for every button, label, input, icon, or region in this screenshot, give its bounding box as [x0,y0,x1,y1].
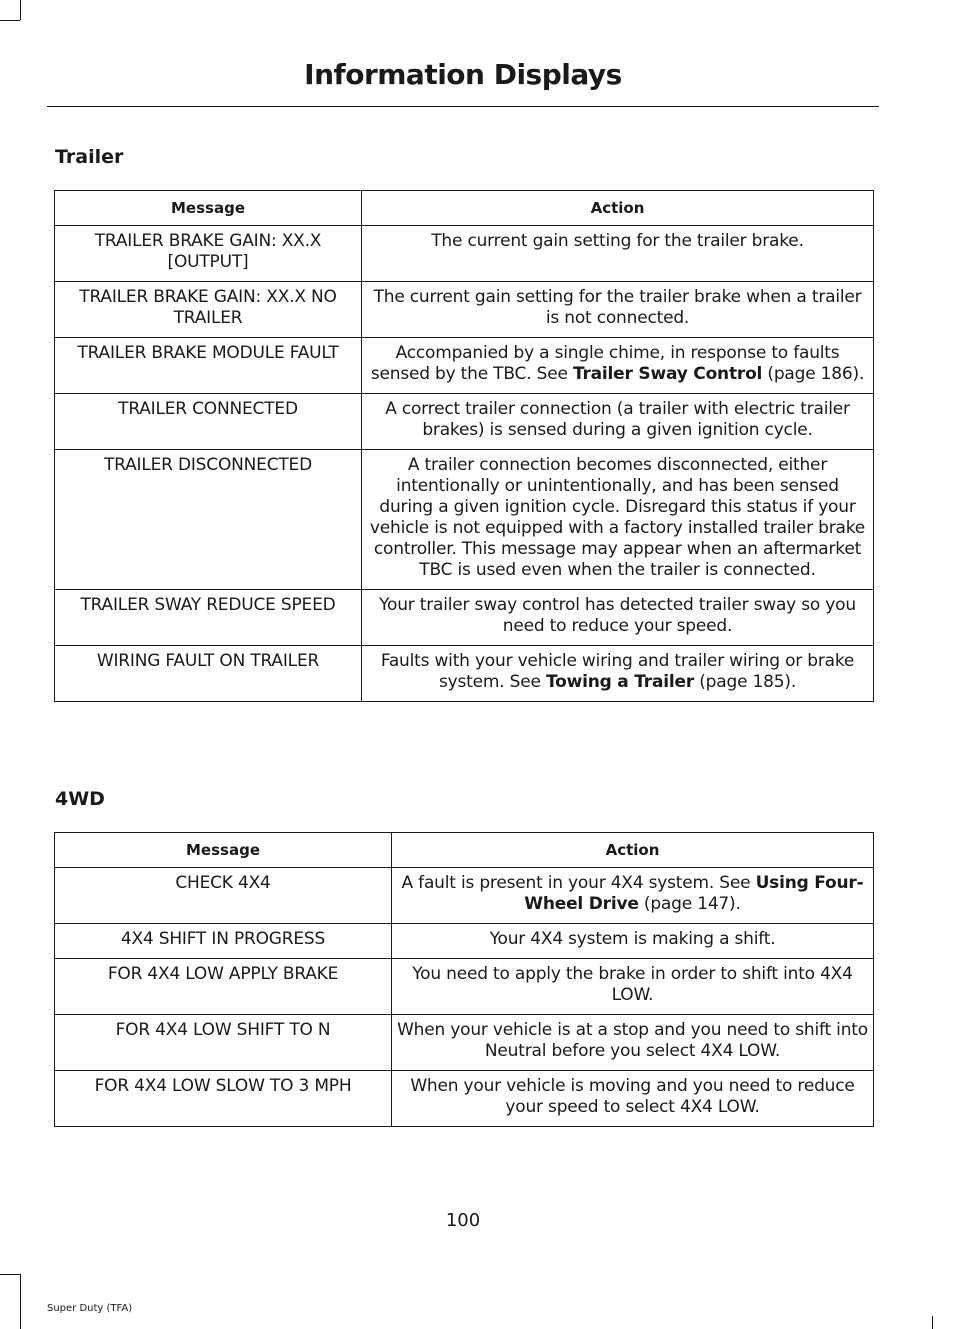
table-row [55,394,874,450]
column-header-action: Action [362,191,874,226]
action-cell [362,590,874,646]
action-text: Your trailer sway control has detected trailer sway so you need to reduce your speed. [379,595,856,636]
cross-reference-link-text: Trailer Sway Control [572,364,763,384]
action-text: (page 186). [762,364,865,384]
crop-mark [932,1316,933,1329]
page-number: 100 [445,1210,481,1231]
table-row [55,1015,874,1071]
cross-reference-link-text: Towing a Trailer [545,672,695,692]
action-text: The current gain setting for the trailer brake when a trailer is not connected. [373,287,862,328]
section-heading-4wd: 4WD [55,788,105,810]
action-cell [362,394,874,450]
message-cell: TRAILER BRAKE MODULE FAULT [55,338,362,394]
table-row [55,868,874,924]
action-cell [362,338,874,394]
trailer-messages-table [54,190,874,702]
table-row [55,338,874,394]
action-text: A fault is present in your 4X4 system. See [401,873,756,893]
table-header-row [55,191,874,226]
message-cell: TRAILER SWAY REDUCE SPEED [55,590,362,646]
action-cell [362,282,874,338]
message-cell: TRAILER DISCONNECTED [55,450,362,590]
page-title: Information Displays [304,58,622,91]
column-header-action: Action [392,833,874,868]
table-row [55,226,874,282]
message-cell: TRAILER CONNECTED [55,394,362,450]
action-cell [392,959,874,1015]
message-cell: CHECK 4X4 [55,868,392,924]
action-text: Faults with your vehicle wiring and trailer wiring or brake system. See [380,651,855,692]
action-text: When your vehicle is at a stop and you need to shift into Neutral before you select 4X4 LOW. [397,1020,868,1061]
action-cell [392,1071,874,1127]
table-row [55,450,874,590]
table-row [55,590,874,646]
action-text: Your 4X4 system is making a shift. [489,929,776,949]
message-cell: FOR 4X4 LOW APPLY BRAKE [55,959,392,1015]
table-row [55,646,874,702]
action-text: Accompanied by a single chime, in response to faults sensed by the TBC. See [370,343,840,384]
table-row [55,959,874,1015]
action-cell [362,646,874,702]
column-header-message: Message [55,833,392,868]
footer-model-label: Super Duty (TFA) [47,1303,133,1314]
action-cell [392,1015,874,1071]
action-text: The current gain setting for the trailer brake. [431,231,804,251]
action-text: When your vehicle is moving and you need to reduce your speed to select 4X4 LOW. [410,1076,855,1117]
table-header-row [55,833,874,868]
message-cell: FOR 4X4 LOW SHIFT TO N [55,1015,392,1071]
table-row [55,924,874,959]
crop-mark [0,1274,20,1275]
crop-mark [0,20,20,21]
message-cell: TRAILER BRAKE GAIN: XX.X NO TRAILER [55,282,362,338]
column-header-message: Message [55,191,362,226]
4wd-messages-table [54,832,874,1127]
table-row [55,1071,874,1127]
crop-mark [20,1274,21,1329]
cross-reference-link-text: Using Four-Wheel Drive [524,873,864,914]
message-cell: FOR 4X4 LOW SLOW TO 3 MPH [55,1071,392,1127]
table-row [55,282,874,338]
action-text: (page 185). [694,672,797,692]
action-text: You need to apply the brake in order to shift into 4X4 LOW. [412,964,853,1005]
action-text: (page 147). [638,894,741,914]
section-heading-trailer: Trailer [55,146,124,168]
action-text: A correct trailer connection (a trailer with electric trailer brakes) is sensed during a given ignition cycle. [385,399,850,440]
header-divider [47,106,879,107]
message-cell: TRAILER BRAKE GAIN: XX.X [OUTPUT] [55,226,362,282]
action-cell [362,450,874,590]
action-cell [362,226,874,282]
action-text: A trailer connection becomes disconnected, either intentionally or unintentionally, and has been sensed during a given ignition cycle. Disregard this status if your vehicle is not equipped with a factory installed trailer brake controller. This message may appear when an aftermarket TBC is used even when the trailer is connected. [369,455,866,580]
action-cell [392,924,874,959]
action-cell [392,868,874,924]
message-cell: 4X4 SHIFT IN PROGRESS [55,924,392,959]
crop-mark [20,0,21,20]
message-cell: WIRING FAULT ON TRAILER [55,646,362,702]
